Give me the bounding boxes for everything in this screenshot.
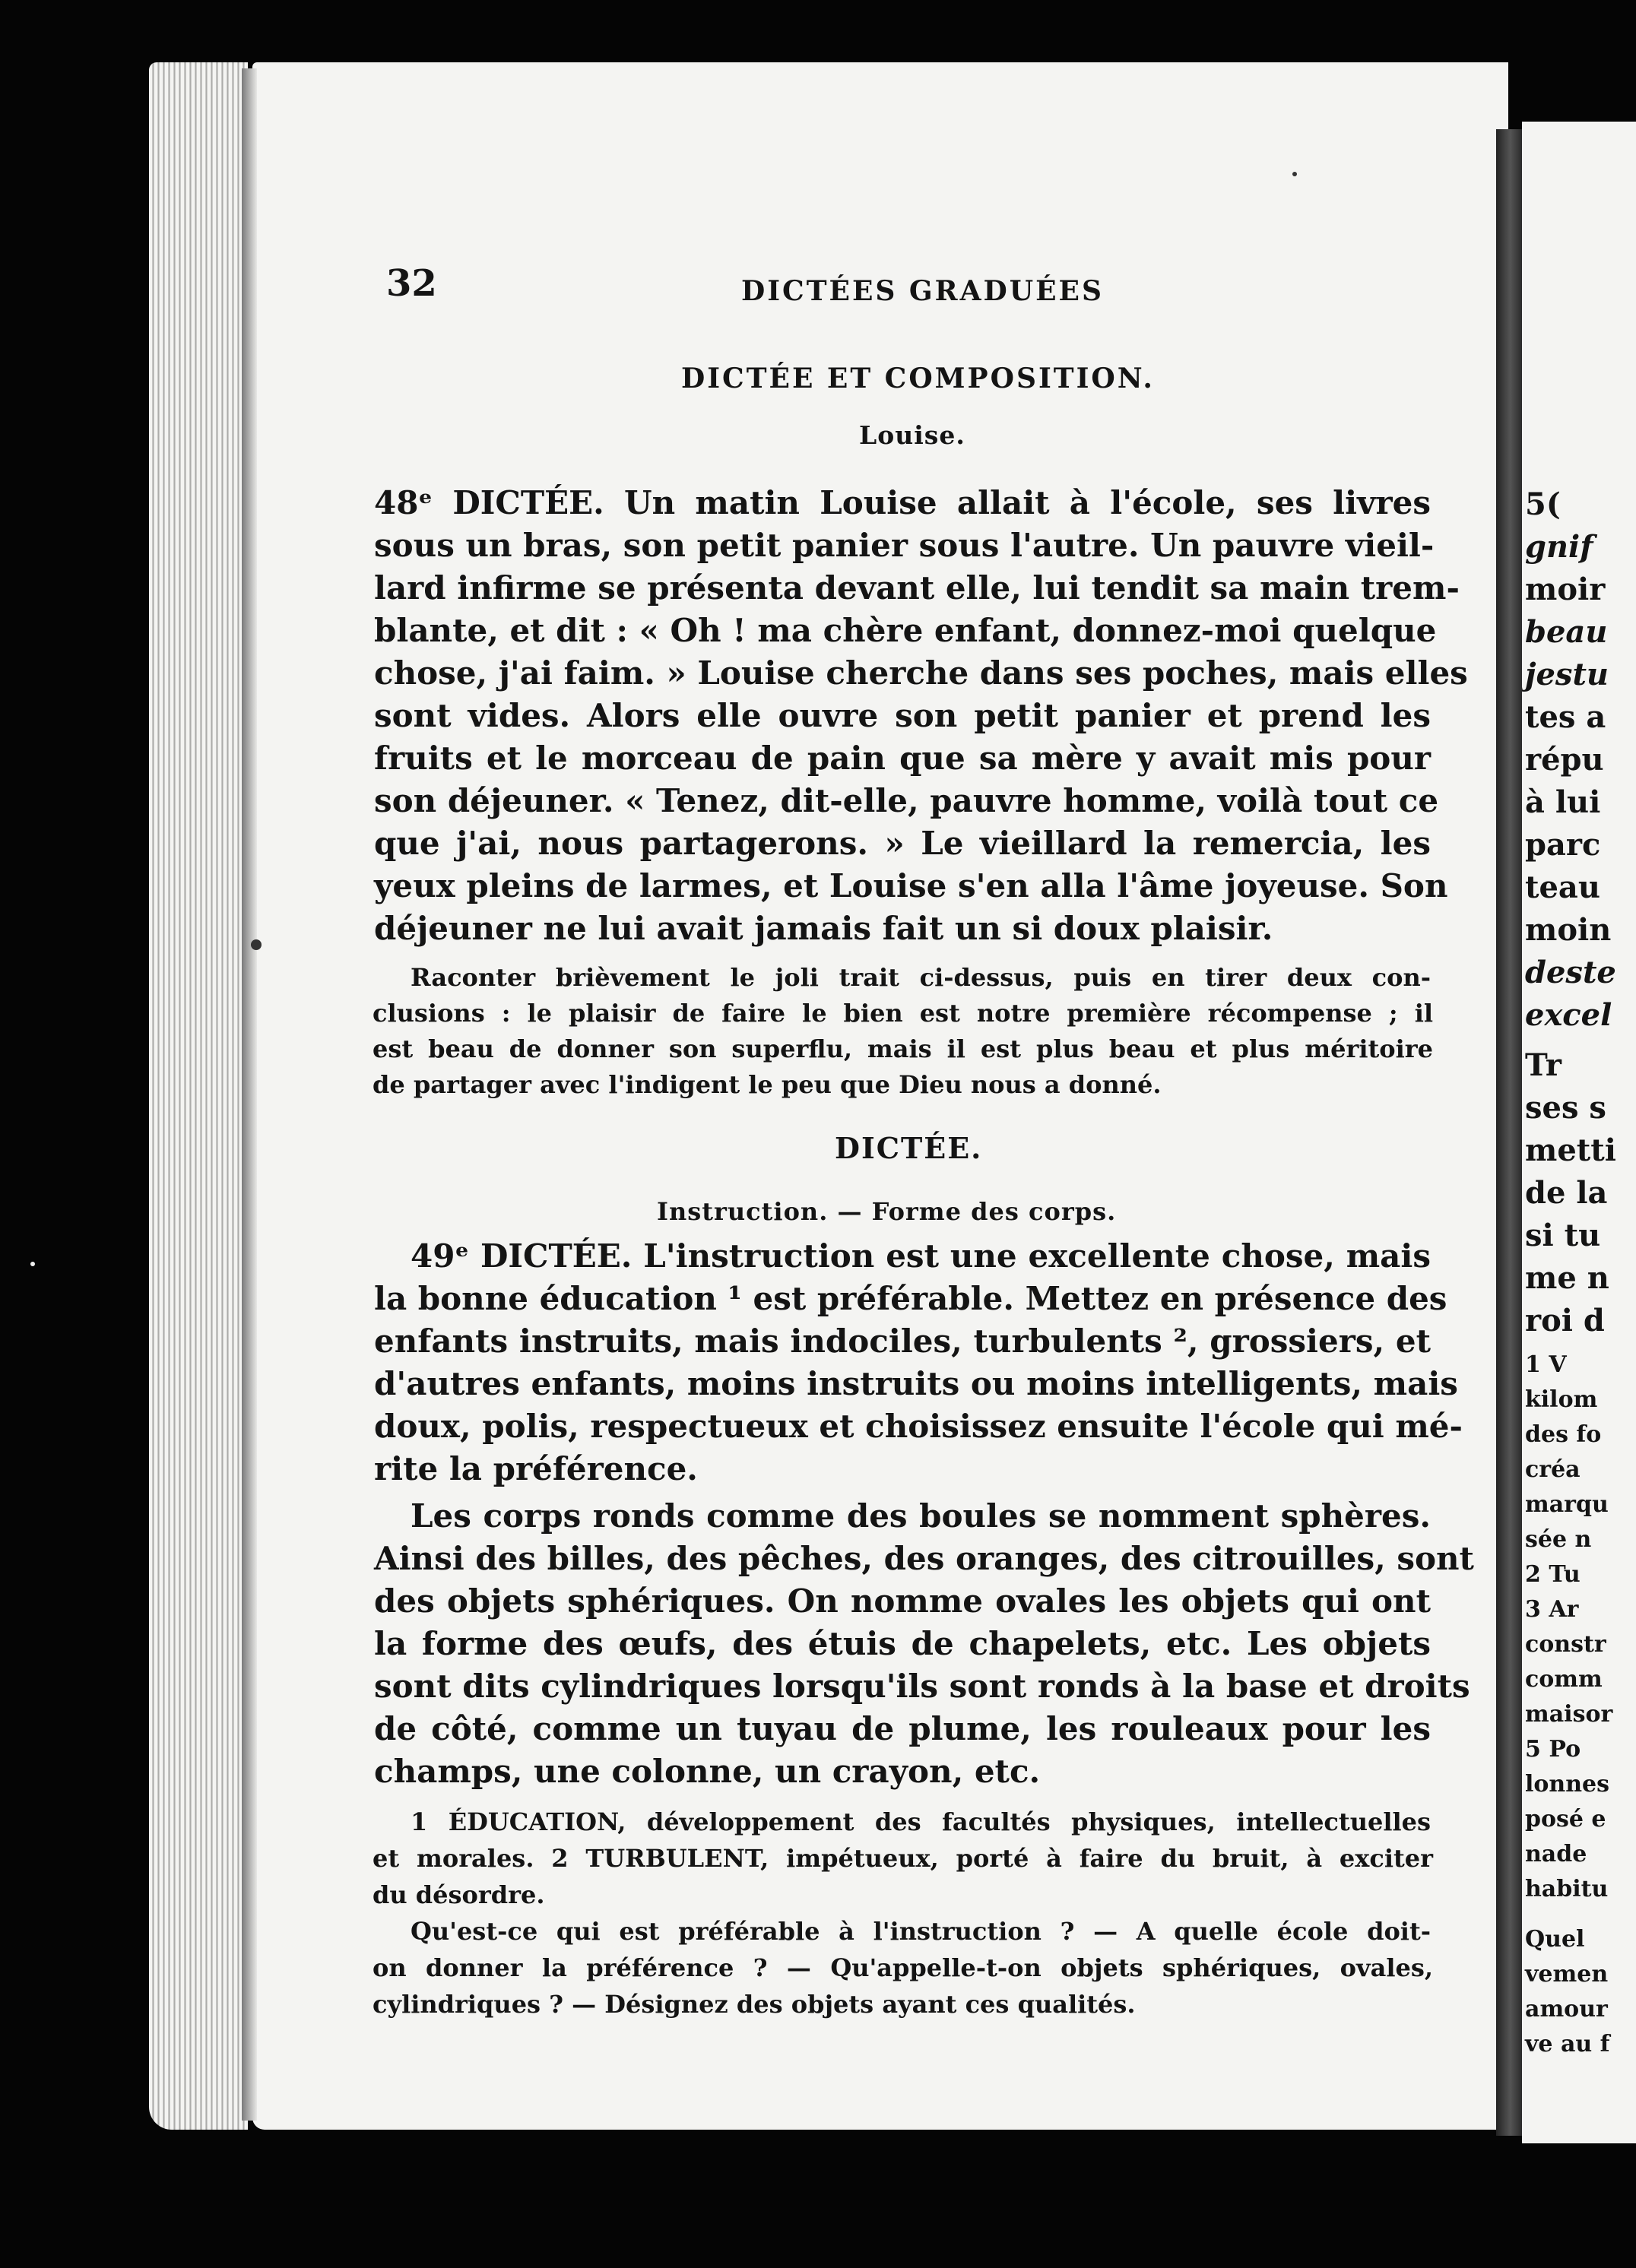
section-title: DICTÉE ET COMPOSITION.: [681, 363, 1155, 394]
facing-page-fragment: teau: [1525, 870, 1600, 905]
facing-page-fragment: deste: [1525, 955, 1616, 990]
dictation-line: sous un bras, son petit panier sous l'autre. Un pauvre vieil-: [374, 527, 1435, 564]
facing-page-fragment: comm: [1525, 1666, 1603, 1693]
facing-page-fragment: metti: [1525, 1132, 1616, 1168]
dictation-line: 48ᵉ DICTÉE. Un matin Louise allait à l'école, ses livres: [374, 484, 1431, 521]
dictation-line: enfants instruits, mais indociles, turbulents ², grossiers, et: [374, 1322, 1431, 1360]
facing-page-fragment: 5 Po: [1525, 1736, 1581, 1763]
ink-speck: [1292, 172, 1297, 176]
dictation-line: des objets sphériques. On nomme ovales les objets qui ont: [374, 1582, 1431, 1620]
facing-page-fragment: lonnes: [1525, 1771, 1610, 1798]
section-subtitle: Louise.: [859, 420, 965, 450]
running-head: DICTÉES GRADUÉES: [741, 275, 1104, 307]
facing-page-fragment: ve au f: [1525, 2031, 1610, 2057]
facing-page-fragment: me n: [1525, 1260, 1609, 1296]
dictation-line: doux, polis, respectueux et choisissez ensuite l'école qui mé-: [374, 1408, 1463, 1445]
facing-page-fragment: posé e: [1525, 1806, 1606, 1832]
facing-page-fragment: excel: [1525, 997, 1612, 1033]
facing-page-fragment: maisor: [1525, 1701, 1613, 1728]
facing-page-fragment: tes a: [1525, 699, 1606, 735]
dictation-line: Ainsi des billes, des pêches, des oranges, des citrouilles, sont: [374, 1540, 1474, 1577]
footnote-line: 1 ÉDUCATION, développement des facultés physiques, intellectuelles: [411, 1807, 1431, 1836]
composition-line: clusions : le plaisir de faire le bien est notre première récompense ; il: [373, 999, 1433, 1028]
facing-page-fragment: constr: [1525, 1631, 1606, 1658]
dictation-line: chose, j'ai faim. » Louise cherche dans ses poches, mais elles: [374, 654, 1468, 692]
dictation-line: sont dits cylindriques lorsqu'ils sont ronds à la base et droits: [374, 1668, 1470, 1705]
composition-line: Raconter brièvement le joli trait ci-dessus, puis en tirer deux con-: [411, 963, 1431, 992]
dictation-line: yeux pleins de larmes, et Louise s'en alla l'âme joyeuse. Son: [374, 867, 1448, 904]
book-page-edges: [149, 62, 248, 2130]
composition-line: est beau de donner son superflu, mais il est plus beau et plus méritoire: [373, 1034, 1433, 1063]
footnote-line: et morales. 2 TURBULENT, impétueux, porté à faire du bruit, à exciter: [373, 1844, 1433, 1873]
footnote-line: du désordre.: [373, 1880, 545, 1909]
facing-page-fragment: gnif: [1525, 529, 1593, 565]
facing-page-fragment: Tr: [1525, 1047, 1561, 1083]
dictation-line: blante, et dit : « Oh ! ma chère enfant, donnez-moi quelque: [374, 612, 1437, 649]
ink-speck: [251, 939, 262, 950]
composition-line: de partager avec l'indigent le peu que Dieu nous a donné.: [373, 1070, 1162, 1099]
page-binding-shadow: [242, 68, 257, 2121]
dictation-line: de côté, comme un tuyau de plume, les rouleaux pour les: [374, 1710, 1431, 1747]
facing-page-fragment: à lui: [1525, 784, 1601, 820]
facing-page-fragment: moir: [1525, 572, 1606, 607]
facing-page-fragment: marqu: [1525, 1491, 1609, 1518]
facing-page-fragment: nade: [1525, 1841, 1587, 1867]
dictation-line: déjeuner ne lui avait jamais fait un si doux plaisir.: [374, 910, 1273, 947]
facing-page-fragment: si tu: [1525, 1218, 1601, 1253]
facing-page-fragment: répu: [1525, 742, 1604, 778]
dictation-line: sont vides. Alors elle ouvre son petit panier et prend les: [374, 697, 1431, 734]
facing-page-fragment: roi d: [1525, 1303, 1605, 1338]
facing-page: [1522, 122, 1636, 2143]
facing-page-fragment: ses s: [1525, 1090, 1606, 1126]
question-line: cylindriques ? — Désignez des objets ayant ces qualités.: [373, 1990, 1136, 2019]
dictation-line: champs, une colonne, un crayon, etc.: [374, 1753, 1041, 1790]
facing-page-fragment: Quel: [1525, 1926, 1585, 1953]
dictation-line: que j'ai, nous partagerons. » Le vieillard la remercia, les: [374, 825, 1431, 862]
facing-page-fragment: créa: [1525, 1456, 1581, 1483]
facing-page-fragment: parc: [1525, 827, 1601, 863]
facing-page-fragment: des fo: [1525, 1421, 1602, 1448]
facing-page-fragment: jestu: [1525, 657, 1609, 692]
question-line: on donner la préférence ? — Qu'appelle-t-on objets sphériques, ovales,: [373, 1953, 1433, 1982]
facing-page-fragment: 5(: [1525, 486, 1561, 522]
dictation-line: d'autres enfants, moins instruits ou moins intelligents, mais: [374, 1365, 1458, 1402]
dictation-line: lard infirme se présenta devant elle, lui tendit sa main trem-: [374, 569, 1460, 607]
page-number: 32: [386, 262, 437, 305]
facing-page-fragment: habitu: [1525, 1876, 1609, 1902]
facing-page-fragment: sée n: [1525, 1526, 1592, 1553]
dictation-line: Les corps ronds comme des boules se nomment sphères.: [411, 1497, 1431, 1535]
facing-page-fragment: moin: [1525, 912, 1612, 948]
facing-page-fragment: vemen: [1525, 1961, 1609, 1988]
dictation-line: fruits et le morceau de pain que sa mère y avait mis pour: [374, 740, 1431, 777]
facing-page-fragment: 2 Tu: [1525, 1561, 1581, 1588]
dictation-line: son déjeuner. « Tenez, dit-elle, pauvre homme, voilà tout ce: [374, 782, 1439, 819]
facing-page-fragment: de la: [1525, 1175, 1608, 1211]
dictation-line: 49ᵉ DICTÉE. L'instruction est une excellente chose, mais: [411, 1237, 1431, 1275]
facing-page-fragment: amour: [1525, 1996, 1608, 2023]
dictation-line: la bonne éducation ¹ est préférable. Mettez en présence des: [374, 1280, 1447, 1317]
section-title: DICTÉE.: [835, 1131, 983, 1165]
facing-page-fragment: 3 Ar: [1525, 1596, 1579, 1623]
question-line: Qu'est-ce qui est préférable à l'instruction ? — A quelle école doit-: [411, 1917, 1431, 1946]
facing-page-fragment: 1 V: [1525, 1351, 1567, 1378]
section-subtitle: Instruction. — Forme des corps.: [657, 1197, 1117, 1226]
dictation-line: rite la préférence.: [374, 1450, 698, 1487]
dictation-line: la forme des œufs, des étuis de chapelets, etc. Les objets: [374, 1625, 1431, 1662]
facing-page-fragment: kilom: [1525, 1386, 1598, 1413]
dust-speck: [30, 1262, 35, 1266]
facing-page-fragment: beau: [1525, 614, 1608, 650]
